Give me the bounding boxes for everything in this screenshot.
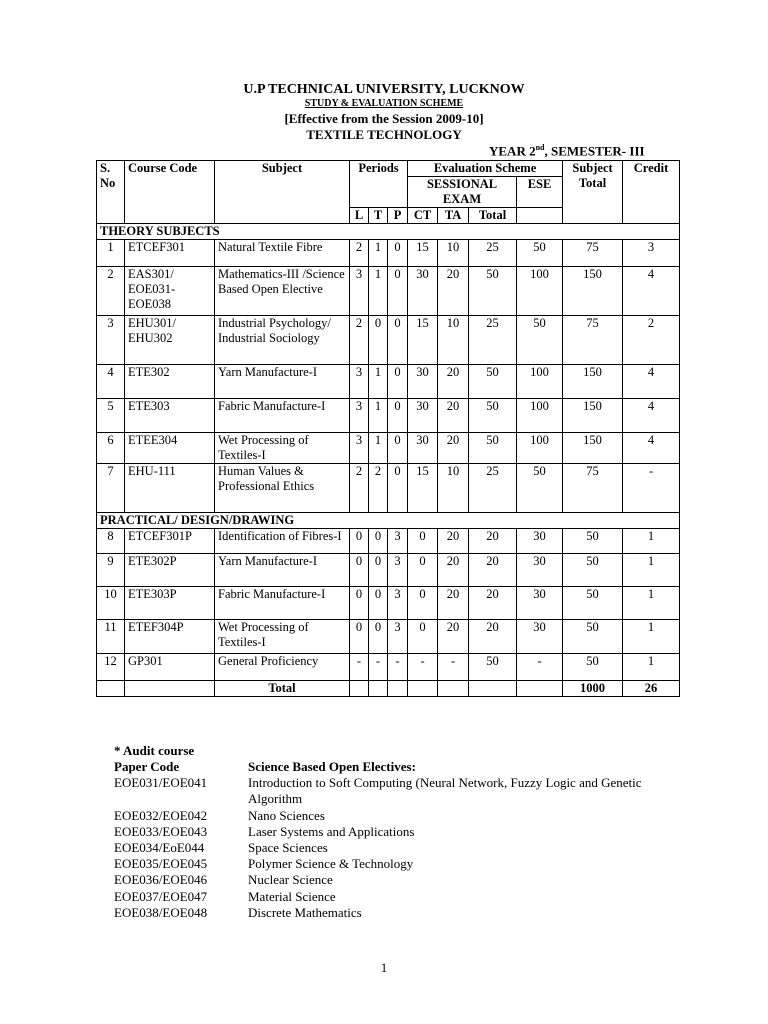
col-subject-total: Subject Total <box>563 161 623 224</box>
cell-l: 3 <box>350 399 369 433</box>
cell-subject: General Proficiency <box>215 654 350 681</box>
blank-cell <box>97 681 125 697</box>
elective-code: EOE037/EOE047 <box>114 888 208 904</box>
cell-credit: 1 <box>623 620 680 654</box>
cell-ta: 20 <box>438 433 469 464</box>
practical-section-row <box>97 513 680 529</box>
cell-sno: 2 <box>97 267 125 316</box>
cell-code: ETCEF301P <box>125 529 215 554</box>
cell-stotal: 50 <box>563 654 623 681</box>
cell-credit: 2 <box>623 316 680 365</box>
cell-subject: Identification of Fibres-I <box>215 529 350 554</box>
cell-l: 0 <box>350 620 369 654</box>
cell-code: ETE302 <box>125 365 215 399</box>
cell-l: 2 <box>350 240 369 267</box>
cell-ese: 50 <box>517 464 563 513</box>
cell-subject: Industrial Psychology/ Industrial Sociology <box>215 316 350 365</box>
cell-total: 50 <box>469 365 517 399</box>
cell-ct: 15 <box>408 464 438 513</box>
evaluation-scheme-table <box>96 160 680 697</box>
cell-l: 3 <box>350 433 369 464</box>
blank-cell <box>369 681 388 697</box>
cell-total: 50 <box>469 399 517 433</box>
cell-ct: 0 <box>408 587 438 620</box>
cell-p: 0 <box>388 399 408 433</box>
col-subject: Subject <box>215 161 350 224</box>
page-number: 1 <box>380 960 388 975</box>
cell-p: 0 <box>388 433 408 464</box>
cell-ese: 100 <box>517 399 563 433</box>
grand-total: 1000 <box>563 681 623 697</box>
cell-p: 0 <box>388 365 408 399</box>
cell-subject: Fabric Manufacture-I <box>215 587 350 620</box>
cell-l: 2 <box>350 464 369 513</box>
cell-ct: 30 <box>408 267 438 316</box>
cell-stotal: 50 <box>563 587 623 620</box>
blank-cell <box>125 681 215 697</box>
elective-code: EOE038/EOE048 <box>114 904 208 920</box>
cell-code: ETE302P <box>125 554 215 587</box>
cell-ese: 30 <box>517 587 563 620</box>
cell-sno: 1 <box>97 240 125 267</box>
cell-total: 20 <box>469 587 517 620</box>
elective-code: EOE033/EOE043 <box>114 823 208 839</box>
cell-total: 20 <box>469 554 517 587</box>
cell-l: 0 <box>350 529 369 554</box>
cell-credit: - <box>623 464 680 513</box>
cell-ta: - <box>438 654 469 681</box>
cell-sno: 12 <box>97 654 125 681</box>
cell-p: 3 <box>388 529 408 554</box>
cell-subject: Wet Processing of Textiles-I <box>215 433 350 464</box>
cell-sno: 8 <box>97 529 125 554</box>
cell-t: - <box>369 654 388 681</box>
table-row <box>97 587 680 620</box>
cell-ta: 20 <box>438 587 469 620</box>
col-t: T <box>369 208 388 224</box>
table-row <box>97 240 680 267</box>
blank-cell <box>469 681 517 697</box>
theory-section-heading: THEORY SUBJECTS <box>97 224 680 240</box>
cell-ese: 100 <box>517 267 563 316</box>
blank-cell <box>388 681 408 697</box>
col-p: P <box>388 208 408 224</box>
university-title: U.P TECHNICAL UNIVERSITY, LUCKNOW <box>243 82 525 97</box>
cell-p: 0 <box>388 316 408 365</box>
cell-total: 50 <box>469 433 517 464</box>
cell-subject: Yarn Manufacture-I <box>215 365 350 399</box>
cell-sno: 4 <box>97 365 125 399</box>
cell-total: 50 <box>469 267 517 316</box>
blank-cell <box>517 208 563 224</box>
cell-t: 0 <box>369 529 388 554</box>
blank-cell <box>408 681 438 697</box>
cell-sno: 6 <box>97 433 125 464</box>
cell-ct: 0 <box>408 554 438 587</box>
cell-ta: 20 <box>438 554 469 587</box>
elective-code: EOE032/EOE042 <box>114 807 208 823</box>
cell-sno: 3 <box>97 316 125 365</box>
col-ct: CT <box>408 208 438 224</box>
cell-code: ETEF304P <box>125 620 215 654</box>
total-row <box>97 681 680 697</box>
elective-code: EOE036/EOE046 <box>114 872 208 888</box>
cell-ta: 20 <box>438 399 469 433</box>
cell-stotal: 150 <box>563 433 623 464</box>
cell-p: 3 <box>388 620 408 654</box>
practical-section-heading: PRACTICAL/ DESIGN/DRAWING <box>97 513 680 529</box>
col-sessional-exam: SESSIONAL EXAM <box>408 177 517 208</box>
cell-total: 25 <box>469 316 517 365</box>
elective-name: Laser Systems and Applications <box>248 823 415 839</box>
col-course-code: Course Code <box>125 161 215 224</box>
cell-code: EHU301/ EHU302 <box>125 316 215 365</box>
effective-session: [Effective from the Session 2009-10] <box>284 111 484 126</box>
elective-codes <box>114 759 244 921</box>
cell-p: 0 <box>388 267 408 316</box>
cell-credit: 4 <box>623 433 680 464</box>
col-sno: S. No <box>97 161 125 224</box>
blank-cell <box>438 681 469 697</box>
cell-ct: 30 <box>408 399 438 433</box>
cell-stotal: 50 <box>563 554 623 587</box>
col-ta: TA <box>438 208 469 224</box>
cell-ta: 20 <box>438 529 469 554</box>
cell-stotal: 75 <box>563 464 623 513</box>
blank-cell <box>517 681 563 697</box>
cell-code: EHU-111 <box>125 464 215 513</box>
year-semester: YEAR 2nd, SEMESTER- III <box>489 143 645 159</box>
cell-p: 0 <box>388 240 408 267</box>
cell-l: 2 <box>350 316 369 365</box>
elective-name: Introduction to Soft Computing (Neural Network, Fuzzy Logic and Genetic Algorithm <box>248 775 642 807</box>
cell-t: 1 <box>369 240 388 267</box>
cell-l: 0 <box>350 554 369 587</box>
total-credit: 26 <box>623 681 680 697</box>
cell-total: 20 <box>469 620 517 654</box>
cell-t: 0 <box>369 316 388 365</box>
elective-name: Nano Sciences <box>248 807 325 823</box>
cell-stotal: 150 <box>563 365 623 399</box>
table-row <box>97 620 680 654</box>
cell-credit: 4 <box>623 399 680 433</box>
col-total: Total <box>469 208 517 224</box>
cell-ese: 100 <box>517 433 563 464</box>
cell-ta: 10 <box>438 316 469 365</box>
cell-p: 3 <box>388 554 408 587</box>
cell-ese: 50 <box>517 316 563 365</box>
cell-ta: 20 <box>438 620 469 654</box>
audit-note: * Audit course <box>114 743 195 758</box>
cell-subject: Yarn Manufacture-I <box>215 554 350 587</box>
cell-total: 25 <box>469 240 517 267</box>
cell-t: 1 <box>369 433 388 464</box>
table-row <box>97 654 680 681</box>
cell-credit: 4 <box>623 267 680 316</box>
table-row <box>97 316 680 365</box>
cell-ct: 0 <box>408 529 438 554</box>
cell-ta: 10 <box>438 240 469 267</box>
cell-subject: Wet Processing of Textiles-I <box>215 620 350 654</box>
table-row <box>97 464 680 513</box>
table-row <box>97 365 680 399</box>
total-label: Total <box>215 681 350 697</box>
cell-ese: 100 <box>517 365 563 399</box>
cell-p: 0 <box>388 464 408 513</box>
cell-ct: - <box>408 654 438 681</box>
cell-code: ETE303 <box>125 399 215 433</box>
cell-credit: 3 <box>623 240 680 267</box>
cell-stotal: 150 <box>563 399 623 433</box>
elective-name: Discrete Mathematics <box>248 904 362 920</box>
cell-stotal: 50 <box>563 529 623 554</box>
branch-title: TEXTILE TECHNOLOGY <box>306 127 462 142</box>
cell-ese: 30 <box>517 554 563 587</box>
cell-ese: 30 <box>517 529 563 554</box>
cell-total: 25 <box>469 464 517 513</box>
elective-code: EOE035/EOE045 <box>114 856 208 872</box>
cell-ta: 20 <box>438 267 469 316</box>
table-row <box>97 433 680 464</box>
cell-code: ETE303P <box>125 587 215 620</box>
table-row <box>97 529 680 554</box>
cell-total: 20 <box>469 529 517 554</box>
elective-name: Nuclear Science <box>248 872 333 888</box>
cell-code: EAS301/ EOE031-EOE038 <box>125 267 215 316</box>
elective-code: EOE031/EOE041 <box>114 775 208 791</box>
cell-sno: 5 <box>97 399 125 433</box>
cell-t: 0 <box>369 587 388 620</box>
cell-ese: 50 <box>517 240 563 267</box>
electives-heading: Science Based Open Electives: <box>248 759 416 774</box>
col-ese: ESE <box>517 177 563 208</box>
col-evaluation-scheme: Evaluation Scheme <box>408 161 563 177</box>
cell-t: 1 <box>369 399 388 433</box>
cell-code: ETEE304 <box>125 433 215 464</box>
cell-ct: 30 <box>408 433 438 464</box>
table-row <box>97 399 680 433</box>
cell-total: 50 <box>469 654 517 681</box>
cell-stotal: 150 <box>563 267 623 316</box>
cell-ct: 30 <box>408 365 438 399</box>
cell-subject: Natural Textile Fibre <box>215 240 350 267</box>
cell-ct: 15 <box>408 240 438 267</box>
cell-ta: 20 <box>438 365 469 399</box>
cell-credit: 1 <box>623 654 680 681</box>
cell-sno: 10 <box>97 587 125 620</box>
col-periods: Periods <box>350 161 408 208</box>
paper-code-heading: Paper Code <box>114 759 180 774</box>
cell-code: ETCEF301 <box>125 240 215 267</box>
cell-credit: 1 <box>623 554 680 587</box>
cell-t: 0 <box>369 554 388 587</box>
cell-code: GP301 <box>125 654 215 681</box>
table-row <box>97 554 680 587</box>
cell-credit: 1 <box>623 529 680 554</box>
cell-subject: Mathematics-III /Science Based Open Elective <box>215 267 350 316</box>
cell-ct: 0 <box>408 620 438 654</box>
cell-t: 2 <box>369 464 388 513</box>
scheme-title: STUDY & EVALUATION SCHEME <box>304 98 464 109</box>
elective-name: Space Sciences <box>248 840 328 856</box>
cell-stotal: 50 <box>563 620 623 654</box>
header-row <box>97 161 680 177</box>
cell-ese: - <box>517 654 563 681</box>
elective-name: Polymer Science & Technology <box>248 856 414 872</box>
cell-credit: 4 <box>623 365 680 399</box>
cell-ta: 10 <box>438 464 469 513</box>
elective-code: EOE034/EoE044 <box>114 840 205 855</box>
elective-name: Material Science <box>248 888 336 904</box>
cell-ct: 15 <box>408 316 438 365</box>
cell-sno: 9 <box>97 554 125 587</box>
cell-t: 1 <box>369 365 388 399</box>
cell-t: 1 <box>369 267 388 316</box>
table-row <box>97 267 680 316</box>
cell-p: - <box>388 654 408 681</box>
cell-p: 3 <box>388 587 408 620</box>
cell-l: 3 <box>350 267 369 316</box>
col-l: L <box>350 208 369 224</box>
blank-cell <box>350 681 369 697</box>
elective-names <box>248 759 648 921</box>
cell-sno: 11 <box>97 620 125 654</box>
cell-stotal: 75 <box>563 316 623 365</box>
cell-l: - <box>350 654 369 681</box>
cell-t: 0 <box>369 620 388 654</box>
col-credit: Credit <box>623 161 680 224</box>
cell-subject: Fabric Manufacture-I <box>215 399 350 433</box>
cell-subject: Human Values & Professional Ethics <box>215 464 350 513</box>
cell-l: 3 <box>350 365 369 399</box>
cell-ese: 30 <box>517 620 563 654</box>
cell-stotal: 75 <box>563 240 623 267</box>
cell-credit: 1 <box>623 587 680 620</box>
cell-sno: 7 <box>97 464 125 513</box>
cell-l: 0 <box>350 587 369 620</box>
theory-section-row <box>97 224 680 240</box>
